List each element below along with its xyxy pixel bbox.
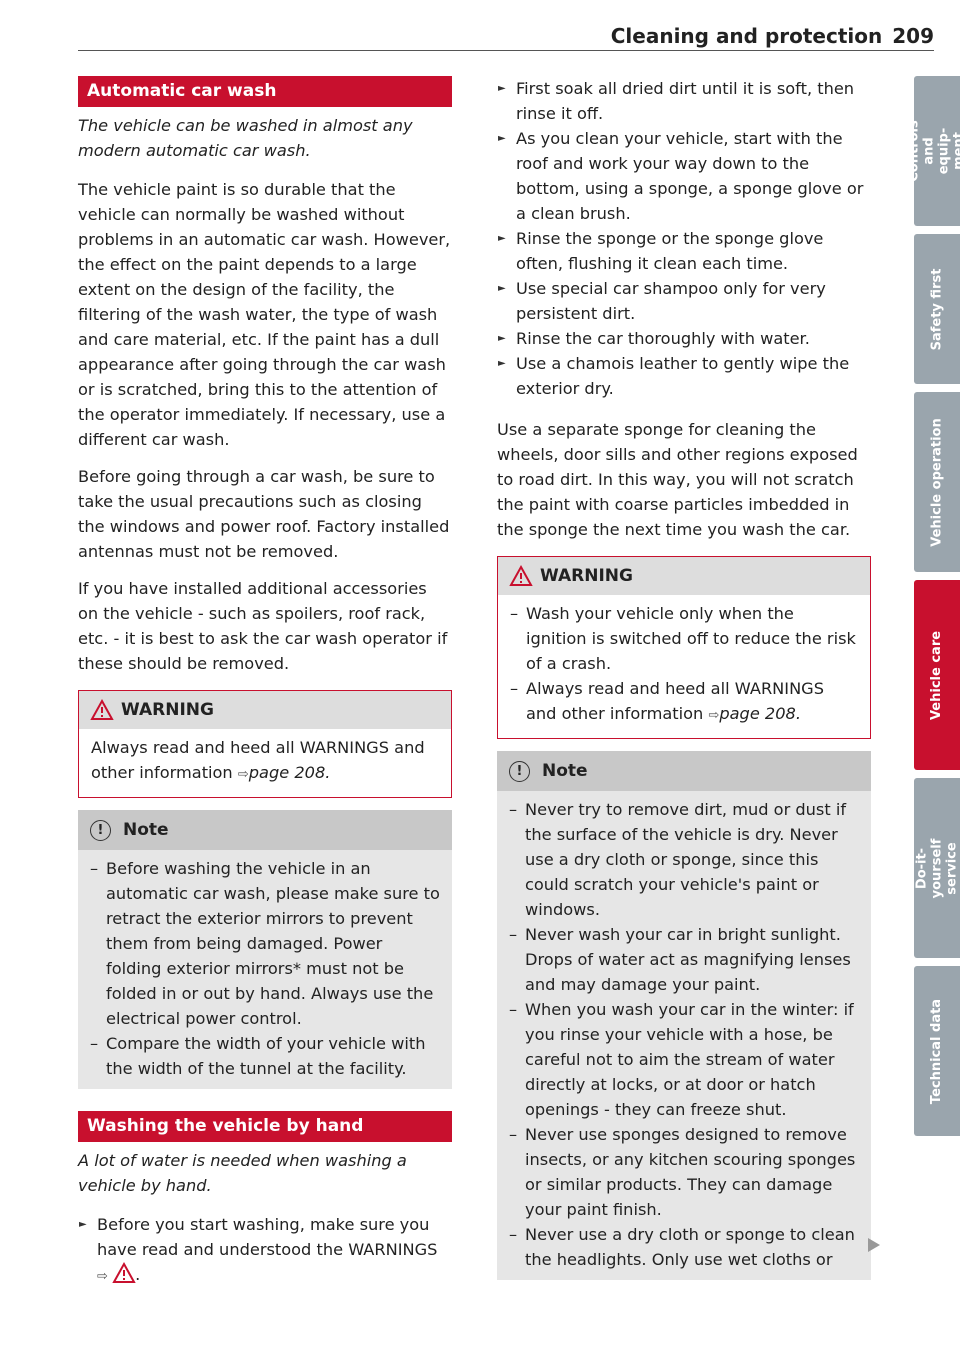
note-exclamation-icon: ! (509, 761, 530, 782)
warning-text: Always read and heed all WARNINGS and other information (91, 738, 425, 782)
note-body (78, 850, 452, 1089)
tab-safety-first[interactable]: Safety first (914, 234, 960, 384)
warning-title: WARNING (540, 565, 633, 586)
note-item: – Never wash your car in bright sunlight. Drops of water act as magnifying lenses and may damage your paint. (509, 922, 859, 997)
warning-triangle-icon[interactable] (113, 1263, 135, 1283)
tab-technical-data[interactable]: Technical data (914, 966, 960, 1136)
page-number: 209 (892, 24, 934, 48)
warning-header (79, 691, 451, 729)
step-item: ► Before you start washing, make sure you have read and understood the WARNINGS ⇨ . (78, 1212, 452, 1289)
paragraph: The vehicle paint is so durable that the vehicle can normally be washed without problems in an automatic car wash. However, the effect on the paint depends to a large extent on the design of the facility, the filtering of the wash water, the type of wash and care material, etc. If the paint has a dull appearance after going through the car wash or is scratched, bring this to the attention of the operator immediately. If necessary, use a different car wash. (78, 180, 451, 449)
step-item: ► Rinse the car thoroughly with water. (497, 326, 871, 351)
step-item: ► First soak all dried dirt until it is soft, then rinse it off. (497, 76, 871, 126)
warning-triangle-icon (91, 700, 113, 720)
page-ref-link[interactable]: page 208. (719, 704, 801, 723)
left-column (78, 76, 452, 1305)
warning-item: – Always read and heed all WARNINGS and other information ⇨page 208. (510, 676, 858, 728)
note-header (497, 751, 871, 791)
paragraph: If you have installed additional accessories on the vehicle - such as spoilers, roof rack, etc. - it is best to ask the car wash operator if these should be removed. (78, 579, 448, 673)
page-ref-link[interactable]: page 208. (248, 763, 331, 782)
side-tab-nav (907, 76, 967, 1144)
note-body (497, 791, 871, 1280)
warning-box (78, 690, 452, 798)
note-header (78, 810, 452, 850)
note-item: – Never try to remove dirt, mud or dust if the surface of the vehicle is dry. Never use a dry cloth or sponge, since this could scratch your vehicle's paint or windows. (509, 797, 859, 922)
right-column (497, 76, 871, 1302)
arrow-ref-icon: ⇨ (708, 708, 720, 723)
note-exclamation-icon: ! (90, 820, 111, 841)
tab-do-it-yourself-service[interactable]: Do-it-yourself service (914, 778, 960, 958)
note-item: – Compare the width of your vehicle with the width of the tunnel at the facility. (90, 1031, 440, 1081)
step-item: ► As you clean your vehicle, start with the roof and work your way down to the bottom, using a sponge, a sponge glove or a clean brush. (497, 126, 871, 226)
warning-header (498, 557, 870, 595)
section-title: Cleaning and protection (610, 24, 883, 48)
warning-body (79, 729, 451, 797)
tab-vehicle-operation[interactable]: Vehicle operation (914, 392, 960, 572)
tab-controls-and-equipment[interactable]: Controls and equip- ment (914, 76, 960, 226)
warning-item: – Wash your vehicle only when the ignition is switched off to reduce the risk of a crash. (510, 601, 858, 676)
warning-body (498, 595, 870, 738)
arrow-ref-icon: ⇨ (237, 767, 249, 782)
step-item: ► Use a chamois leather to gently wipe the exterior dry. (497, 351, 871, 401)
section-heading-automatic-car-wash: Automatic car wash (78, 76, 452, 107)
note-title: Note (123, 819, 169, 840)
running-head (611, 24, 934, 48)
lead-text: A lot of water is needed when washing a vehicle by hand. (78, 1151, 407, 1195)
warning-title: WARNING (121, 699, 214, 720)
tab-vehicle-care[interactable]: Vehicle care (914, 580, 960, 770)
note-title: Note (542, 760, 588, 781)
note-item: – Before washing the vehicle in an automatic car wash, please make sure to retract the exterior mirrors to prevent them from being damaged. Power folding exterior mirrors* must not be folded in or out by hand. Always use the electrical power control. (90, 856, 440, 1031)
paragraph: Use a separate sponge for cleaning the wheels, door sills and other regions exposed to road dirt. In this way, you will not scratch the paint with coarse particles imbedded in the sponge the next time you wash the car. (497, 420, 858, 539)
warning-box (497, 556, 871, 739)
paragraph: Before going through a car wash, be sure to take the usual precautions such as closing the windows and power roof. Factory installed antennas must not be removed. (78, 467, 450, 561)
lead-text: The vehicle can be washed in almost any modern automatic car wash. (78, 116, 413, 160)
continued-arrow-icon (868, 1238, 880, 1252)
note-item: – Never use a dry cloth or sponge to clean the headlights. Only use wet cloths or (509, 1222, 859, 1272)
note-item: – Never use sponges designed to remove insects, or any kitchen scouring sponges or similar products. They can damage your paint finish. (509, 1122, 859, 1222)
step-item: ► Use special car shampoo only for very persistent dirt. (497, 276, 871, 326)
arrow-ref-icon: ⇨ (97, 1269, 108, 1284)
section-heading-washing-by-hand: Washing the vehicle by hand (78, 1111, 452, 1142)
step-item: ► Rinse the sponge or the sponge glove often, flushing it clean each time. (497, 226, 871, 276)
note-box (497, 751, 871, 1280)
note-box (78, 810, 452, 1089)
note-item: – When you wash your car in the winter: if you rinse your vehicle with a hose, be careful not to aim the stream of water directly at locks, or at door or hatch openings - they can freeze shut. (509, 997, 859, 1122)
header-rule (78, 50, 934, 51)
warning-triangle-icon (510, 566, 532, 586)
